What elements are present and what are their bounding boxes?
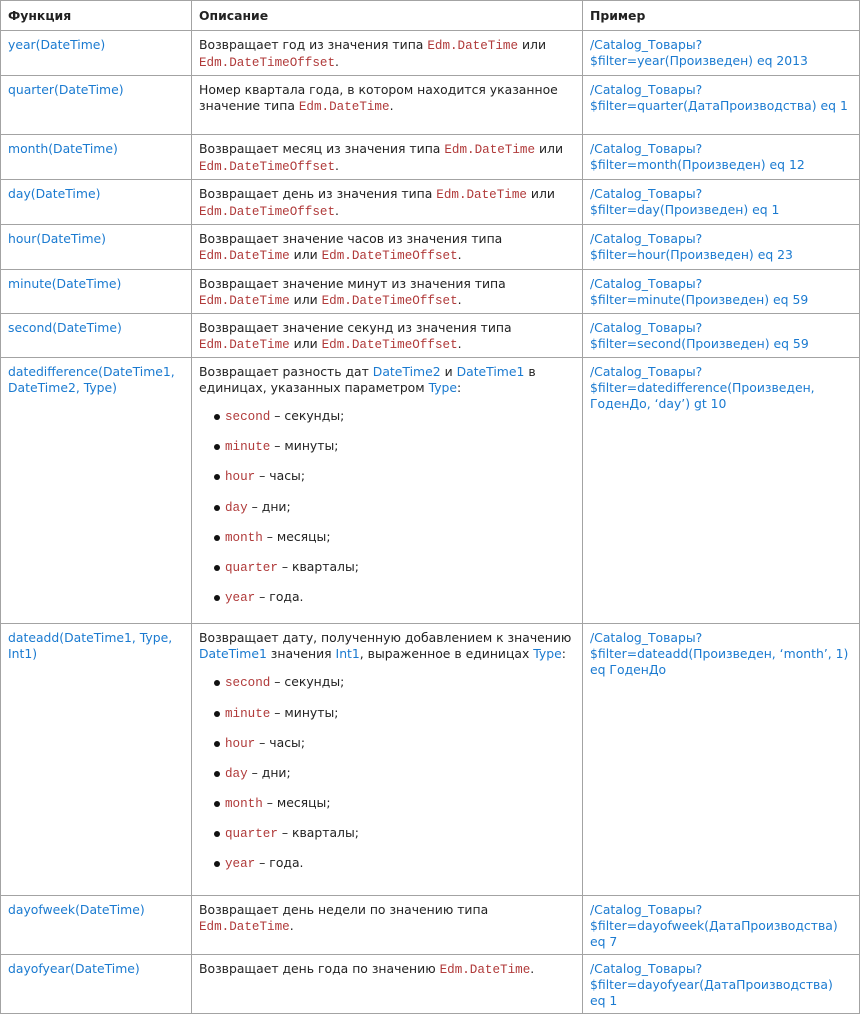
- description-text: Возвращает значение секунд из значения типа: [199, 320, 512, 335]
- description-text: или: [518, 37, 546, 52]
- description-cell: [192, 358, 583, 624]
- function-cell: [1, 270, 192, 314]
- function-cell: [1, 314, 192, 358]
- description-text: или: [526, 186, 555, 201]
- example-line: /Catalog_Товары?: [590, 320, 703, 335]
- type-code: Edm.DateTime: [199, 338, 290, 352]
- unit-list-item: [225, 735, 575, 765]
- function-name: year(DateTime): [8, 37, 106, 52]
- table-row: [1, 896, 860, 955]
- unit-code: year: [225, 591, 256, 606]
- type-code: Edm.DateTimeOffset: [199, 160, 336, 174]
- description-text: .: [389, 98, 394, 113]
- example-line: $filter=year(Произведен) eq 2013: [590, 53, 808, 68]
- function-cell: [1, 180, 192, 225]
- unit-text: – месяцы;: [262, 528, 331, 544]
- description-text: Возвращает значение часов из значения типа: [199, 231, 503, 246]
- unit-text: – года.: [255, 855, 304, 871]
- description-text: Номер квартала года, в котором находится указанное значение типа: [199, 82, 558, 113]
- description-text: .: [457, 292, 462, 307]
- unit-list-item: [225, 589, 575, 619]
- example-line: $filter=day(Произведен) eq 1: [590, 202, 780, 217]
- unit-text: – дни;: [247, 498, 291, 514]
- unit-code: second: [225, 676, 271, 691]
- unit-list-item: [225, 468, 575, 498]
- type-code: Edm.DateTimeOffset: [321, 338, 458, 352]
- example-line: /Catalog_Товары?: [590, 231, 703, 246]
- table-row: [1, 624, 860, 896]
- description-cell: [192, 624, 583, 896]
- table-row: [1, 31, 860, 76]
- function-name: dayofweek(DateTime): [8, 902, 145, 918]
- unit-code: minute: [225, 706, 271, 721]
- example-line: /Catalog_Товары?: [590, 961, 703, 977]
- unit-code: month: [225, 797, 263, 812]
- description-text: .: [335, 158, 339, 173]
- example-cell: [583, 896, 860, 955]
- description-text: Возвращает день недели по значению типа: [199, 902, 489, 918]
- param-ref: Type: [533, 646, 562, 662]
- example-line: $filter=month(Произведен) eq 12: [590, 157, 805, 172]
- description-cell: [192, 180, 583, 225]
- function-cell: [1, 896, 192, 955]
- description-text: .: [457, 247, 462, 262]
- example-line: /Catalog_Товары?: [590, 186, 703, 201]
- unit-code: quarter: [225, 827, 278, 842]
- unit-text: – кварталы;: [277, 558, 359, 574]
- unit-code: minute: [225, 440, 271, 455]
- description-text: :: [561, 646, 566, 662]
- function-cell: [1, 225, 192, 270]
- unit-list-item: [225, 795, 575, 825]
- description-cell: [192, 76, 583, 135]
- unit-list-item: [225, 674, 575, 704]
- unit-list-item: [225, 825, 575, 855]
- function-name: day(DateTime): [8, 186, 101, 201]
- description-text: или: [289, 247, 322, 262]
- function-cell: [1, 955, 192, 1014]
- unit-list-item: [225, 499, 575, 529]
- description-cell: [192, 31, 583, 76]
- param-ref: Type: [428, 380, 458, 395]
- unit-text: – дни;: [247, 764, 291, 780]
- description-text: в единицах, указанных параметром: [199, 364, 536, 395]
- unit-code: hour: [225, 470, 256, 485]
- function-name: minute(DateTime): [8, 276, 122, 291]
- example-line: $filter=hour(Произведен) eq 23: [590, 247, 793, 262]
- example-line: $filter=datedifference(Произведен, ГоденДо, ‘day’) gt 10: [590, 380, 815, 411]
- example-cell: [583, 31, 860, 76]
- unit-code: day: [225, 500, 248, 515]
- unit-code: month: [225, 530, 263, 545]
- table-row: [1, 135, 860, 180]
- function-cell: [1, 135, 192, 180]
- description-text: значения: [266, 646, 336, 662]
- unit-text: – часы;: [255, 468, 305, 484]
- example-line: /Catalog_Товары?: [590, 141, 703, 156]
- description-cell: [192, 955, 583, 1014]
- description-text: .: [335, 54, 339, 69]
- description-text: Возвращает месяц из значения типа: [199, 141, 445, 156]
- description-cell: [192, 225, 583, 270]
- header-description: Описание: [192, 1, 583, 31]
- type-code: Edm.DateTime: [199, 920, 290, 935]
- function-cell: [1, 358, 192, 624]
- example-line: /Catalog_Товары?: [590, 276, 703, 291]
- description-text: и: [440, 364, 457, 379]
- function-cell: [1, 31, 192, 76]
- description-text: или: [289, 336, 322, 351]
- description-text: Возвращает день из значения типа: [199, 186, 437, 201]
- function-name: dayofyear(DateTime): [8, 961, 140, 977]
- type-code: Edm.DateTime: [427, 39, 519, 53]
- example-line: $filter=dayofyear(ДатаПроизводства) eq 1: [590, 977, 833, 1009]
- table-row: [1, 358, 860, 624]
- param-ref: Int1: [335, 646, 360, 662]
- unit-list-item: [225, 855, 575, 885]
- description-text: или: [535, 141, 564, 156]
- function-name: datedifference(DateTime1, DateTime2, Type): [8, 364, 175, 395]
- unit-list-item: [225, 765, 575, 795]
- example-line: $filter=second(Произведен) eq 59: [590, 336, 809, 351]
- type-code: Edm.DateTime: [436, 188, 527, 202]
- table-row: [1, 180, 860, 225]
- unit-text: – часы;: [255, 734, 305, 750]
- table-row: [1, 225, 860, 270]
- example-cell: [583, 624, 860, 896]
- header-example: Пример: [583, 1, 860, 31]
- description-text: или: [289, 292, 322, 307]
- type-code: Edm.DateTimeOffset: [321, 249, 458, 263]
- description-text: Возвращает разность дат: [199, 364, 373, 379]
- example-cell: [583, 135, 860, 180]
- example-line: /Catalog_Товары?: [590, 82, 703, 97]
- example-cell: [583, 180, 860, 225]
- param-ref: DateTime1: [456, 364, 525, 379]
- example-line: $filter=dateadd(Произведен, ‘month’, 1) eq ГоденДо: [590, 646, 849, 678]
- unit-list-item: [225, 705, 575, 735]
- unit-list: [199, 674, 575, 885]
- function-cell: [1, 624, 192, 896]
- unit-code: quarter: [225, 560, 278, 575]
- unit-text: – месяцы;: [262, 795, 331, 811]
- header-row: [1, 1, 860, 31]
- type-code: Edm.DateTimeOffset: [199, 205, 336, 219]
- type-code: Edm.DateTime: [298, 100, 390, 114]
- description-cell: [192, 896, 583, 955]
- example-line: /Catalog_Товары?: [590, 364, 703, 379]
- description-text: .: [289, 918, 294, 934]
- type-code: Edm.DateTimeOffset: [321, 294, 458, 308]
- description-cell: [192, 270, 583, 314]
- table-row: [1, 955, 860, 1014]
- description-text: Возвращает дату, полученную добавлением к значению: [199, 630, 572, 646]
- description-text: .: [457, 336, 462, 351]
- type-code: Edm.DateTime: [199, 249, 290, 263]
- example-line: $filter=minute(Произведен) eq 59: [590, 292, 809, 307]
- unit-code: year: [225, 857, 256, 872]
- unit-text: – минуты;: [270, 704, 339, 720]
- example-cell: [583, 76, 860, 135]
- unit-text: – минуты;: [270, 438, 339, 454]
- unit-code: hour: [225, 736, 256, 751]
- unit-list-item: [225, 438, 575, 468]
- description-text: :: [457, 380, 462, 395]
- unit-list-item: [225, 408, 575, 438]
- example-cell: [583, 358, 860, 624]
- table-row: [1, 270, 860, 314]
- example-cell: [583, 225, 860, 270]
- type-code: Edm.DateTime: [199, 294, 290, 308]
- example-line: $filter=quarter(ДатаПроизводства) eq 1: [590, 98, 848, 113]
- table-row: [1, 76, 860, 135]
- param-ref: DateTime2: [372, 364, 441, 379]
- param-ref: DateTime1: [199, 646, 267, 662]
- function-name: second(DateTime): [8, 320, 122, 335]
- function-name: quarter(DateTime): [8, 82, 124, 97]
- description-text: .: [335, 203, 339, 218]
- type-code: Edm.DateTime: [439, 963, 531, 978]
- description-text: , выраженное в единицах: [359, 646, 534, 662]
- description-cell: [192, 135, 583, 180]
- description-text: Возвращает значение минут из значения типа: [199, 276, 506, 291]
- function-name: month(DateTime): [8, 141, 118, 156]
- unit-list-item: [225, 559, 575, 589]
- example-cell: [583, 270, 860, 314]
- description-cell: [192, 314, 583, 358]
- function-name: dateadd(DateTime1, Type, Int1): [8, 630, 173, 662]
- unit-text: – года.: [255, 589, 304, 605]
- example-cell: [583, 955, 860, 1014]
- function-cell: [1, 76, 192, 135]
- example-line: /Catalog_Товары?: [590, 902, 703, 918]
- unit-text: – секунды;: [270, 408, 345, 423]
- unit-text: – секунды;: [270, 674, 345, 690]
- unit-code: day: [225, 766, 248, 781]
- example-line: /Catalog_Товары?: [590, 630, 703, 646]
- header-function: Функция: [1, 1, 192, 31]
- type-code: Edm.DateTime: [444, 143, 536, 157]
- unit-text: – кварталы;: [277, 825, 359, 841]
- type-code: Edm.DateTimeOffset: [199, 56, 336, 70]
- unit-list: [199, 408, 575, 619]
- example-line: $filter=dayofweek(ДатаПроизводства) eq 7: [590, 918, 838, 950]
- table-row: [1, 314, 860, 358]
- function-name: hour(DateTime): [8, 231, 106, 246]
- example-cell: [583, 314, 860, 358]
- unit-code: second: [225, 410, 271, 424]
- description-text: Возвращает день года по значению: [199, 961, 440, 977]
- description-text: Возвращает год из значения типа: [199, 37, 428, 52]
- example-line: /Catalog_Товары?: [590, 37, 703, 52]
- description-text: .: [530, 961, 535, 977]
- unit-list-item: [225, 529, 575, 559]
